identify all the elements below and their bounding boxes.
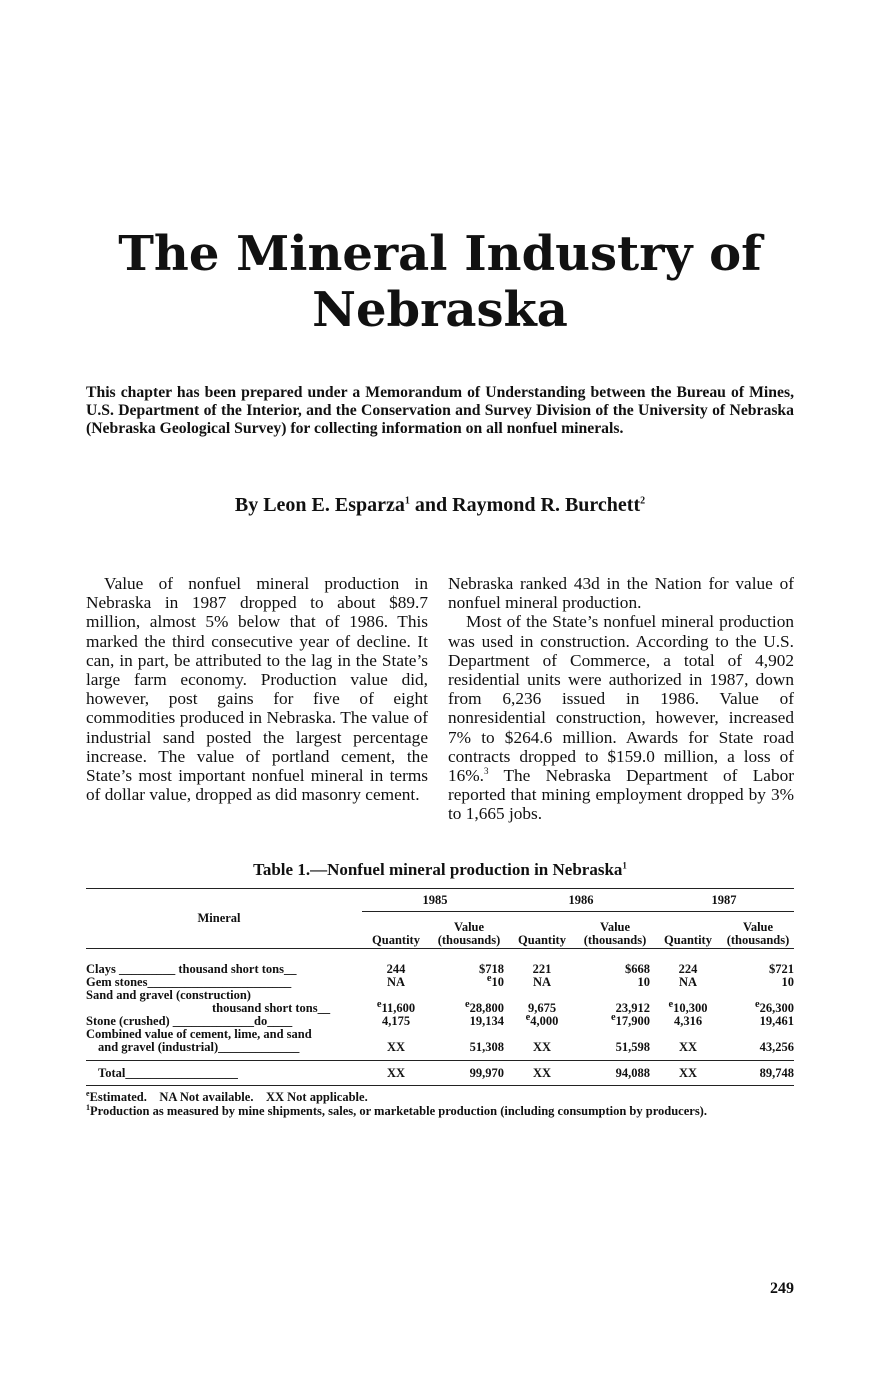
cell: 224 [678, 962, 698, 976]
row-label: Combined value of cement, lime, and sand [86, 1027, 312, 1041]
cell: 19,134 [469, 1014, 504, 1028]
cell-value: 10 [491, 975, 504, 989]
cell-value: 10,300 [673, 1001, 708, 1015]
table-caption [0, 860, 880, 880]
table-total-row [86, 1061, 794, 1086]
cell: 94,088 [576, 1061, 654, 1086]
estimate-mark: e [668, 998, 674, 1010]
cell: XX [654, 1061, 722, 1086]
footnote-text: Estimated. NA Not available. XX Not applicable. [89, 1090, 368, 1104]
row-label: Clays _________ thousand short tons__ [86, 962, 297, 976]
table-caption-note: 1 [622, 860, 627, 871]
cell: XX [532, 1040, 552, 1054]
cell: 9,675 [527, 1001, 557, 1015]
quantity-header: Quantity [508, 912, 576, 949]
value-header-line-2: (thousands) [726, 933, 790, 947]
cell [508, 1011, 576, 1028]
table-caption-text: Table 1.—Nonfuel mineral production in Nebraska [253, 860, 623, 879]
table-row [86, 1041, 794, 1054]
title-line-1: The Mineral Industry of [118, 226, 762, 282]
cell: 221 [532, 962, 552, 976]
cell-value: 28,800 [469, 1001, 504, 1015]
cell: 43,256 [759, 1040, 794, 1054]
title-line-2: Nebraska [312, 282, 568, 338]
body-paragraph-2: Nebraska ranked 43d in the Nation for value of nonfuel mineral production. [448, 574, 794, 613]
year-header-1987: 1987 [654, 889, 794, 912]
footnote-text: Production as measured by mine shipments, sales, or marketable production (including consumption by producers). [90, 1104, 707, 1118]
row-label: Gem stones_______________________ [86, 975, 292, 989]
value-header [576, 912, 654, 949]
cell: $721 [769, 962, 794, 976]
byline-prefix: By [234, 494, 264, 516]
cell: 89,748 [722, 1061, 794, 1086]
cell: 51,308 [469, 1040, 504, 1054]
byline [0, 494, 880, 517]
body-column-left [86, 574, 428, 804]
author-1: Leon E. Esparza [263, 494, 405, 516]
cell-value: 17,900 [615, 1014, 650, 1028]
row-label: Sand and gravel (construction) [86, 988, 251, 1002]
year-header-1986: 1986 [508, 889, 654, 912]
value-header-line-1: Value [453, 920, 485, 934]
cell [576, 1011, 654, 1028]
cell-value: 11,600 [381, 1001, 416, 1015]
cell: $718 [479, 962, 504, 976]
quantity-header: Quantity [362, 912, 430, 949]
body-paragraph-3-b: The Nebraska Department of Labor reported that mining employment dropped by 3% to 1,665 jobs. [448, 766, 794, 824]
estimate-mark: e [525, 1011, 531, 1023]
year-header-1985: 1985 [362, 889, 508, 912]
total-label: Total__________________ [86, 1061, 352, 1086]
value-header-line-2: (thousands) [437, 933, 501, 947]
cell: 4,316 [673, 1014, 703, 1028]
body-paragraph-1: Value of nonfuel mineral production in Nebraska in 1987 dropped to about $89.7 million, almost 5% below that of 1986. This marked the third consecutive year of decline. It can, in part, be attributed to the lag in the State’s large farm economy. Production value did, however, post gains for five of eight commodities produced in Nebraska. The value of industrial sand posted the largest percentage increase. The value of portland cement, the State’s most important nonfuel mineral in terms of dollar value, dropped as did masonry cement. [86, 574, 428, 805]
cell: $668 [625, 962, 650, 976]
body-paragraph-3-a: Most of the State’s nonfuel mineral production was used in construction. According to the U.S. Department of Commerce, a total of 4,902 residential units were authorized in 1987, down from 6,236 issued in 1986. Value of nonresidential construction, however, increased 7% to $264.6 million. Awards for State road contracts dropped to $159.0 million, a loss of 16%. [448, 612, 794, 786]
author-2: Raymond R. Burchett [452, 494, 641, 516]
cell: NA [386, 975, 406, 989]
cell: XX [362, 1061, 430, 1086]
estimate-mark: e [611, 1011, 616, 1023]
cell: XX [386, 1040, 406, 1054]
value-header-line-1: Value [599, 920, 631, 934]
cell: NA [532, 975, 552, 989]
mineral-header: Mineral [86, 889, 352, 949]
page-title [0, 226, 880, 338]
value-header [430, 912, 508, 949]
mineral-production-table [86, 888, 794, 1086]
footnote-production [86, 1104, 806, 1118]
row-label: thousand short tons__ [212, 1001, 331, 1015]
estimate-mark: e [755, 998, 760, 1010]
footnote-estimated [86, 1090, 806, 1104]
cell-value: 26,300 [759, 1001, 794, 1015]
byline-joiner: and [409, 494, 453, 516]
row-label: and gravel (industrial)_____________ [98, 1040, 300, 1054]
estimate-mark: e [465, 998, 470, 1010]
cell: 99,970 [430, 1061, 508, 1086]
cell: 244 [386, 962, 406, 976]
cell: 10 [637, 975, 650, 989]
body-column-right [448, 574, 794, 824]
page-number: 249 [770, 1280, 794, 1297]
body-paragraph-3 [448, 612, 794, 823]
footnote-mark: 1 [86, 1102, 90, 1112]
quantity-header: Quantity [654, 912, 722, 949]
value-header [722, 912, 794, 949]
footnote-mark: e [86, 1088, 90, 1098]
author-1-note: 1 [404, 495, 410, 507]
footnote-ref-3: 3 [484, 766, 489, 777]
cell: 4,175 [381, 1014, 411, 1028]
cell: 10 [781, 975, 794, 989]
cell: 19,461 [759, 1014, 794, 1028]
cell: XX [508, 1061, 576, 1086]
estimate-mark: e [376, 998, 382, 1010]
intro-paragraph: This chapter has been prepared under a Memorandum of Understanding between the Bureau of Mines, U.S. Department of the Interior, and the Conservation and Survey Division of the University of Nebraska (Nebraska Geological Survey) for collecting information on all nonfuel minerals. [86, 384, 794, 437]
cell: XX [678, 1040, 698, 1054]
cell: 23,912 [615, 1001, 650, 1015]
value-header-line-1: Value [742, 920, 774, 934]
estimate-mark: e [486, 972, 492, 984]
cell: 51,598 [615, 1040, 650, 1054]
cell-value: 4,000 [530, 1014, 559, 1028]
value-header-line-2: (thousands) [583, 933, 647, 947]
author-2-note: 2 [640, 495, 646, 507]
cell: NA [678, 975, 698, 989]
cell [430, 972, 508, 989]
row-label: Stone (crushed) _____________do____ [86, 1014, 293, 1028]
